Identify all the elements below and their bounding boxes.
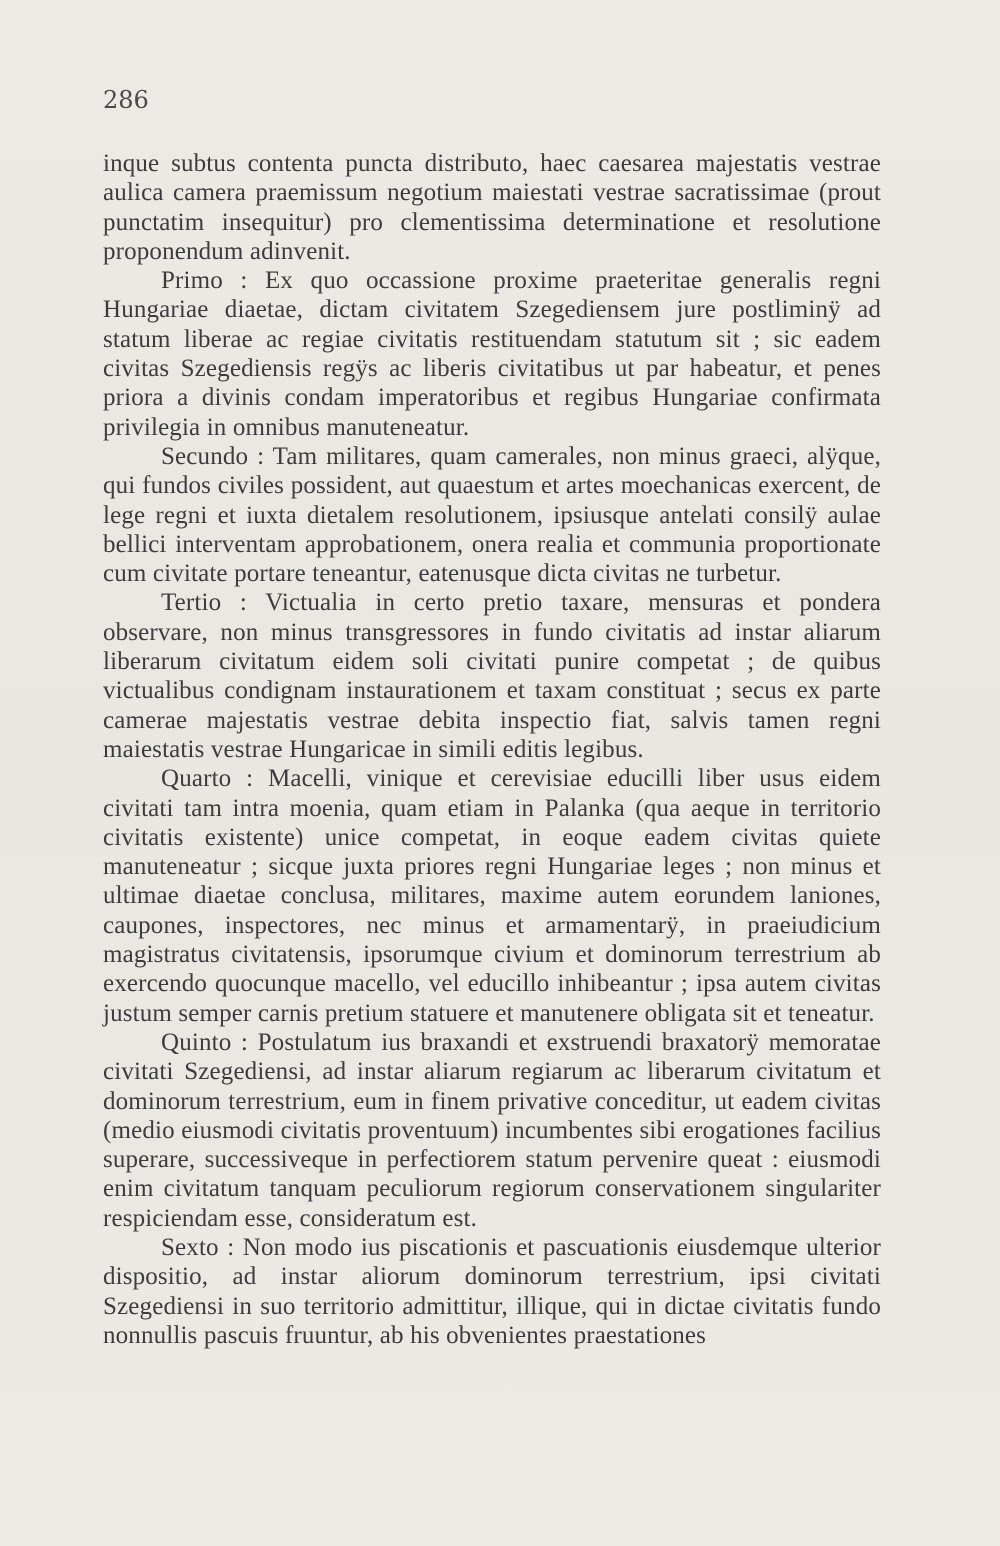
paragraph-primo: Primo : Ex quo occassione proxime praeteritae generalis regni Hungariae diaetae, dictam civitatem Szegediensem jure postliminÿ ad statum liberae ac regiae civitatis restituendam statutum sit ; sic eadem civitas Szegediensis regÿs ac liberis civitatibus ut par habeatur, et penes priora a divinis condam imperatoribus et regibus Hungariae confirmata privilegia in omnibus manuteneatur. [103, 267, 881, 441]
paragraph-quarto: Quarto : Macelli, vinique et cerevisiae educilli liber usus eidem civitati tam intra moenia, quam etiam in Palanka (qua aeque in territorio civitatis existente) unice competat, in eoque eadem civitas quiete manuteneatur ; sicque juxta priores regni Hungariae leges ; non minus et ultimae diaetae conclusa, militares, maxime autem eorundem laniones, caupones, inspectores, nec minus et armamentarÿ, in praeiudicium magistratus civitatensis, ipsorumque civium et dominorum terrestrium ab exercendo quocunque macello, vel educillo inhibeantur ; ipsa autem civitas justum semper carnis pretium statuere et manutenere obligata sit et teneatur. [103, 765, 881, 1027]
paragraph-tertio: Tertio : Victualia in certo pretio taxare, mensuras et pondera observare, non minus transgressores in fundo civitatis ad instar aliarum liberarum civitatum eidem soli civitati punire competat ; de quibus victualibus condignam instaurationem et taxam constituat ; secus ex parte camerae majestatis vestrae debita inspectio fiat, salvis tamen regni maiestatis vestrae Hungaricae in simili editis legibus. [103, 589, 881, 763]
text-body [103, 149, 881, 1350]
paragraph-sexto: Sexto : Non modo ius piscationis et pascuationis eiusdemque ulterior dispositio, ad instar aliorum dominorum terrestrium, ipsi civitati Szegediensi in suo territorio admittitur, illique, qui in dictae civitatis fundo nonnullis pascuis fruuntur, ab his obvenientes praestationes [103, 1233, 881, 1349]
paragraph-secundo: Secundo : Tam militares, quam camerales, non minus graeci, alÿque, qui fundos civiles possident, aut quaestum et artes moechanicas exercent, de lege regni et iuxta dietalem resolutionem, ipsiusque antelati consilÿ aulae bellici interventam approbationem, onera realia et communia proportionate cum civitate portare teneantur, eatenusque dicta civitas ne turbetur. [103, 442, 881, 588]
paragraph-intro: inque subtus contenta puncta distributo, haec caesarea majestatis vestrae aulica camera praemissum negotium maiestati vestrae sacratissimae (prout punctatim insequitur) pro clementissima determinatione et resolutione proponendum adinvenit. [103, 150, 881, 265]
paragraph-quinto: Quinto : Postulatum ius braxandi et exstruendi braxatorÿ memoratae civitati Szegediensi, ad instar aliarum regiarum ac liberarum civitatum et dominorum terrestrium, eum in finem privative conceditur, ut eadem civitas (medio eiusmodi civitatis proventuum) incumbentes sibi erogationes facilius superare, successiveque in perfectiorem statum pervenire queat : eiusmodi enim civitatum tanquam peculiorum regiorum conservationem singulariter respiciendam esse, consideratum est. [103, 1028, 881, 1232]
page-number: 286 [103, 86, 149, 114]
